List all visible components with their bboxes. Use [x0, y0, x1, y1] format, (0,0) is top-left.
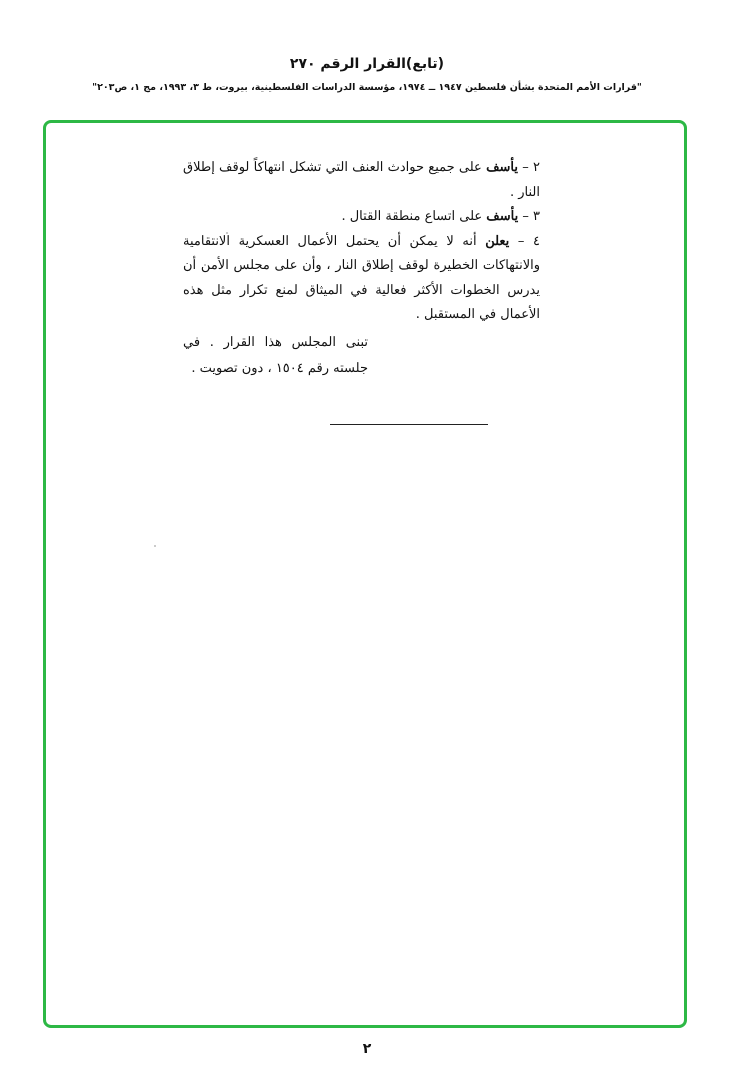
clause-text: على جميع حوادث العنف التي تشكل انتهاكاً لوقف إطلاق النار .: [183, 160, 540, 200]
clause-number: ٣ –: [522, 209, 540, 224]
page-title: (تابع)القرار الرقم ٢٧٠: [289, 56, 445, 72]
clause-number: ٢ –: [522, 160, 540, 175]
scan-speck: [226, 232, 228, 234]
clause-verb: يعلن: [485, 233, 510, 249]
end-rule: [330, 424, 488, 425]
clause-number: ٤ –: [517, 233, 540, 249]
page-number: ٢: [362, 1041, 372, 1057]
scan-speck: [154, 545, 156, 547]
clause-3: [183, 205, 540, 230]
clause-verb: يأسف: [486, 209, 519, 224]
adoption-note: تبنى المجلس هذا القرار . في جلسته رقم ١٥٠٤ ، دون تصويت .: [183, 335, 368, 376]
clause-verb: يأسف: [486, 160, 519, 175]
resolution-body: [183, 156, 540, 328]
clause-text: أنه لا يمكن أن يحتمل الأعمال العسكرية الانتقامية والانتهاكات الخطيرة لوقف إطلاق النار ، وأن على مجلس الأمن أن يدرس الخطوات الأكثر فعالية في الميثاق لمنع تكرار مثل هذه الأعمال في المستقبل .: [183, 233, 540, 322]
clause-2: [183, 156, 540, 205]
source-citation: "قرارات الأمم المتحدة بشأن فلسطين ١٩٤٧ ــ ١٩٧٤، مؤسسة الدراسات الفلسطينية، بيروت، ط ٣، ١٩٩٣، مج ١، ص٢٠٣": [92, 82, 642, 93]
clause-4: [183, 230, 540, 328]
clause-text: على اتساع منطقة القتال .: [341, 209, 483, 224]
